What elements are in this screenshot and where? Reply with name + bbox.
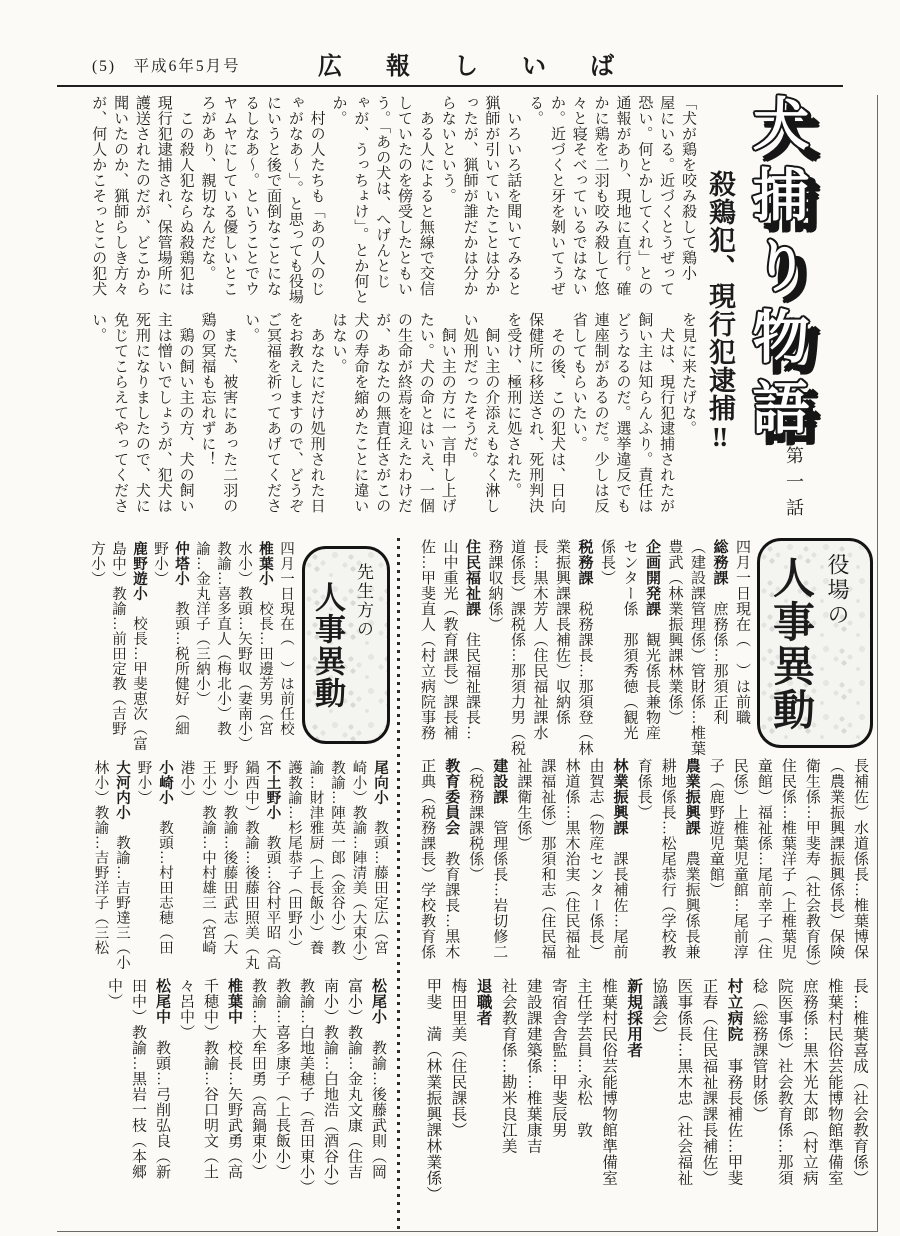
- text-column: 教諭…喜多康子（上長飯小）: [274, 978, 290, 1180]
- page-number-and-issue: (5) 平成6年5月号: [92, 58, 241, 75]
- text-column: い。: [90, 312, 107, 343]
- text-column: はない。: [330, 312, 347, 374]
- text-column: 退職者: [474, 978, 492, 1026]
- text-column: 子（鹿野遊児童館）: [707, 758, 724, 898]
- text-column: 係長）: [599, 539, 615, 586]
- text-column: 主任学芸員…永松 敦: [574, 978, 592, 1138]
- text-column: （農業振興課振興係長）保険: [827, 758, 844, 960]
- episode-label: 第一話: [784, 446, 804, 524]
- text-column: 保健所に移送され、死刑判決: [527, 312, 544, 514]
- text-column: 椎葉村民俗芸能博物館準備室: [600, 978, 618, 1186]
- text-column: 林小）教諭…吉野洋子（三松: [92, 760, 109, 955]
- text-column: 祉課衛生係）: [515, 758, 532, 851]
- text-column: 鶏の飼い主の方、犬の飼い: [177, 312, 194, 514]
- text-column: 教諭…喜多直人（梅北小）教: [215, 541, 231, 736]
- text-column: が、あなたの無責任さがこの: [374, 312, 391, 514]
- masthead-title: 広 報 し い ば: [318, 54, 624, 80]
- text-column: 尾向小 教頭…藤田定広（宮: [372, 760, 388, 955]
- text-column: 梅田里美（住民課長）: [449, 978, 467, 1138]
- text-column: 企画開発課 観光係長兼物産: [644, 539, 661, 741]
- text-column: 恐い。何とかしてくれ」との: [636, 95, 653, 297]
- right-column-rule: [877, 95, 878, 1231]
- text-column: 犬の寿命を縮めたことに違い: [352, 312, 369, 514]
- text-column: 諭…金丸洋子（三納小）: [194, 541, 210, 706]
- text-column: 稔（総務課管財係）: [750, 978, 768, 1122]
- text-column: か。近づくと牙を剝いてうぜ: [548, 95, 565, 297]
- text-column: 林業振興課 課長補佐…尾前: [611, 758, 629, 960]
- text-column: 不土野小 教頭…谷村平昭（高: [264, 760, 281, 970]
- text-column: 長補佐）水道係長…椎葉博保: [852, 758, 868, 960]
- text-column: 飼い主の方に一言申し上げ: [439, 312, 456, 514]
- text-column: 死刑になりましたので、犬に: [133, 312, 150, 514]
- office-section-badge: [757, 538, 873, 748]
- text-column: 総務課 庶務係…那須正利: [711, 539, 729, 725]
- text-column: 長…黒木芳人（住民福祉課水: [531, 539, 548, 741]
- text-column: ゃが、うっちょけ」。とか何と: [352, 95, 369, 305]
- text-column: 現行犯逮捕され、保管場所に: [155, 95, 172, 297]
- text-column: 島中）教諭…前田定教（吉野: [110, 541, 126, 736]
- teachers-section-badge: [302, 546, 390, 744]
- text-column: 教諭…大牟田勇（高鍋東小）: [250, 978, 266, 1180]
- text-column: 寄宿舎舎監…甲斐辰男: [549, 978, 567, 1138]
- text-column: ヤムヤにしている優しいとこ: [221, 95, 238, 297]
- text-column: 中）: [106, 978, 122, 1009]
- text-column: 社会教育係…勘米良江美: [499, 978, 517, 1154]
- text-column: 犬は、現行犯逮捕されたが: [658, 312, 675, 514]
- teachers-badge-small-label: 先生方の: [354, 563, 373, 639]
- text-column: 教育委員会 教育課長…黒木: [443, 758, 461, 960]
- text-column: 鍋西中）教諭…後藤田照美（丸: [243, 760, 259, 970]
- office-badge-text: [760, 541, 857, 745]
- text-column: 椎葉村民俗芸能博物館準備室: [825, 978, 843, 1186]
- header-rule: [57, 85, 843, 87]
- text-column: 育係長）: [635, 758, 652, 820]
- text-column: ゃがなあ〜」。と思っても役場: [286, 95, 303, 305]
- text-column: 千穂中）教諭…谷口明文（土: [202, 978, 218, 1180]
- text-column: い。: [243, 312, 260, 343]
- text-column: どうなるのだ。選挙違反でも: [614, 312, 631, 514]
- text-column: また、被害にあった二羽の: [221, 312, 238, 514]
- text-column: 屋にいる。近づくとうぜって: [658, 95, 675, 297]
- text-column: 建設課 管理係長…岩切修二: [491, 758, 509, 960]
- text-column: （建設課管理係）管財係…椎葉: [689, 539, 705, 756]
- text-column: 村の人たちも「あの人のじ: [308, 95, 325, 297]
- text-column: 野小）: [152, 541, 168, 586]
- text-column: 護教諭…杉尾恭子（田野小）: [286, 760, 302, 955]
- text-column: 正春（住民福祉課課長補佐）: [700, 978, 718, 1186]
- text-column: 務課収納係）: [486, 539, 503, 632]
- text-column: 松尾中 教頭…弓削弘良（新: [154, 978, 171, 1180]
- text-column: い処刑だったそうだ。: [461, 312, 478, 467]
- text-column: 野小）: [135, 760, 152, 805]
- text-column: 方小）: [89, 541, 105, 586]
- text-column: 免じてこらえてやってくださ: [112, 312, 129, 514]
- text-column: （税務課課税係）: [467, 758, 484, 882]
- text-column: 通報があり、現地に直行。確: [614, 95, 631, 297]
- text-column: 院医事係）社会教育係…那須: [775, 978, 793, 1186]
- text-column: 省してもらいたい。: [570, 312, 587, 452]
- text-column: ある人によると無線で交信: [417, 95, 434, 297]
- text-column: を受け、極刑に処された。: [505, 312, 522, 498]
- text-column: 大河内小 教諭…吉野達三（小: [114, 760, 130, 970]
- text-column: 野小）教諭…後藤田武志（大: [221, 760, 238, 955]
- text-column: 四月一日現在（ ）は前任校: [278, 541, 294, 736]
- office-badge-large-label: 人事異動: [767, 556, 813, 732]
- text-column: 仲塔小 教頭…税所健好（細: [173, 541, 189, 736]
- text-column: たい。犬の命とはいえ、一個: [417, 312, 434, 514]
- text-column: 南小）教諭…白地浩（酒谷小）: [322, 978, 338, 1195]
- teachers-badge-text: [305, 549, 379, 741]
- text-column: らないという。: [439, 95, 456, 204]
- text-column: 税務課 税務課長…那須登（林: [576, 539, 594, 756]
- text-column: 民係）上椎葉児童館…尾前淳: [731, 758, 748, 960]
- text-column: 新規採用者: [625, 978, 643, 1058]
- text-column: にいうと後で面倒なことにな: [264, 95, 281, 297]
- text-column: 猟師が引いていたことは分か: [483, 95, 500, 297]
- text-column: 椎葉小 校長…田邊芳男（宮: [257, 541, 273, 736]
- text-column: 王小）教諭…中村雄三（宮崎: [200, 760, 216, 955]
- text-column: 医事係長…黒木忠（社会福祉: [675, 978, 693, 1186]
- text-column: 々呂中）: [178, 978, 194, 1040]
- text-column: 業振興課課長補佐）収納係: [554, 539, 570, 725]
- text-column: していたのを傍受したともい: [396, 95, 413, 297]
- text-column: 連座制があるのだ。少しは反: [592, 312, 609, 514]
- text-column: あなたにだけ処刑された日: [308, 312, 325, 514]
- text-column: 衛生係…甲斐寿（社会教育係）: [803, 758, 820, 975]
- text-column: 童館）福祉係…尾前幸子（住: [755, 758, 772, 960]
- text-column: 甲斐 満（林業振興課林業係）: [424, 978, 442, 1202]
- text-column: 港小）: [178, 760, 195, 805]
- story-text-row-1: [86, 95, 698, 314]
- text-column: 々と寝そべっているではない: [570, 95, 587, 297]
- text-column: いろいろ話を聞いてみると: [505, 95, 522, 297]
- teachers-personnel-row-b: [89, 760, 390, 970]
- text-column: 庶務係…黒木光太郎（村立病: [800, 978, 818, 1186]
- text-column: 由賀志（物産センター係長）: [587, 758, 604, 960]
- text-column: 聞いたのか、猟師らしき方々: [112, 95, 129, 297]
- text-column: 諭…財津雅厨（上長飯小）養: [307, 760, 324, 955]
- office-badge-small-label: 役場の: [825, 553, 850, 628]
- text-column: が、何人かこそっとこの犯犬: [90, 95, 107, 297]
- text-column: ご冥福を祈ってあげてくださ: [264, 312, 281, 514]
- text-column: 協議会）: [650, 978, 668, 1042]
- text-column: 松尾小 教諭…後藤武則（岡: [370, 978, 387, 1180]
- teachers-personnel-row-c: [102, 978, 390, 1230]
- text-column: 耕地係長…松尾恭行（学校教: [659, 758, 676, 960]
- office-personnel-row-b: [415, 758, 872, 975]
- text-column: 課福祉係）那須和志（住民福: [539, 758, 556, 960]
- text-column: 飼い主は知らんふり。責任は: [636, 312, 653, 514]
- office-personnel-row-c: [420, 978, 872, 1230]
- text-column: 長…椎葉喜成（社会教育係）: [851, 978, 868, 1186]
- story-text-row-2: [86, 312, 698, 531]
- text-column: 山中重光（教育課長）課長補: [441, 539, 458, 741]
- text-column: 鹿野遊小 校長…甲斐恵次（富: [131, 541, 147, 751]
- text-column: 村立病院 事務長補佐…甲斐: [725, 978, 743, 1186]
- text-column: う。「あの犬は、へげんとじ: [374, 95, 391, 289]
- text-column: 椎葉中 校長…矢野武勇（高: [226, 978, 243, 1180]
- text-column: その後、この犯犬は、日向: [548, 312, 565, 514]
- text-column: か。: [330, 95, 347, 126]
- bottom-rule: [57, 1231, 878, 1232]
- text-column: ろがあり、親切なんだな。: [199, 95, 216, 281]
- text-column: 護送されたのだが、どこから: [133, 95, 150, 297]
- text-column: 住民福祉課 住民福祉課長…: [464, 539, 481, 741]
- text-column: 正典（税務課長）学校教育係: [419, 758, 436, 960]
- story-title: 犬捕り物語: [744, 94, 807, 449]
- text-column: 豊武（林業振興課林業係）: [666, 539, 683, 725]
- text-column: 鶏の冥福も忘れずに！: [199, 312, 216, 467]
- text-column: 小崎小 教頭…村田志穂（田: [157, 760, 173, 955]
- text-column: 水小）教頭…矢野収（妻南小）: [236, 541, 252, 751]
- teachers-badge-large-label: 人事異動: [310, 581, 345, 709]
- text-column: を見に来たげな。: [680, 312, 696, 436]
- text-column: 主は憎いでしょうが、犯犬は: [155, 312, 172, 514]
- teachers-personnel-row-a: [86, 541, 296, 756]
- text-column: 飼い主の介添えもなく淋し: [483, 312, 500, 514]
- text-column: 教諭…白地美穂子（吾田東小）: [298, 978, 314, 1195]
- text-column: 林道係…黒木治実（住民福祉: [563, 758, 580, 960]
- text-column: 教諭…陣英一郎（金谷小）教: [329, 760, 345, 955]
- text-column: 建設課建築係…椎葉康吉: [524, 978, 542, 1154]
- text-column: センター係 那須秀徳（観光: [621, 539, 638, 741]
- text-column: 四月一日現在（ ）は前職: [734, 539, 750, 725]
- text-column: 富小）教諭…金丸文康（住吉: [346, 978, 362, 1180]
- office-personnel-row-a: [415, 539, 753, 758]
- text-column: 田中）教諭…黒岩一枝（本郷: [130, 978, 146, 1180]
- text-column: 農業振興課 農業振興係長兼: [683, 758, 701, 960]
- text-column: ったが、猟師が誰だかは分か: [461, 95, 478, 297]
- text-column: る。: [527, 95, 544, 126]
- text-column: 住民係…椎葉洋子（上椎葉児: [779, 758, 796, 960]
- text-column: 佐…甲斐直人（村立病院事務: [419, 539, 435, 741]
- text-column: かに鶏を二羽も咬み殺して悠: [592, 95, 609, 297]
- text-column: るしなあ〜。ということでウ: [243, 95, 260, 297]
- section-dotted-divider: [397, 538, 400, 1232]
- text-column: 道係長）課税係…那須力男（税: [509, 539, 525, 756]
- story-subtitle: 殺鶏犯、現行犯逮捕‼: [705, 170, 735, 453]
- text-column: 崎小）教諭…陣清美（大束小）: [350, 760, 367, 970]
- text-column: をお教えしますので、どうぞ: [286, 312, 303, 514]
- text-column: この殺人犯ならぬ殺鶏犯は: [177, 95, 194, 297]
- text-column: の生命が終焉を迎えたわけだ: [396, 312, 413, 514]
- text-column: 「犬が鶏を咬み殺して鶏小: [680, 95, 696, 281]
